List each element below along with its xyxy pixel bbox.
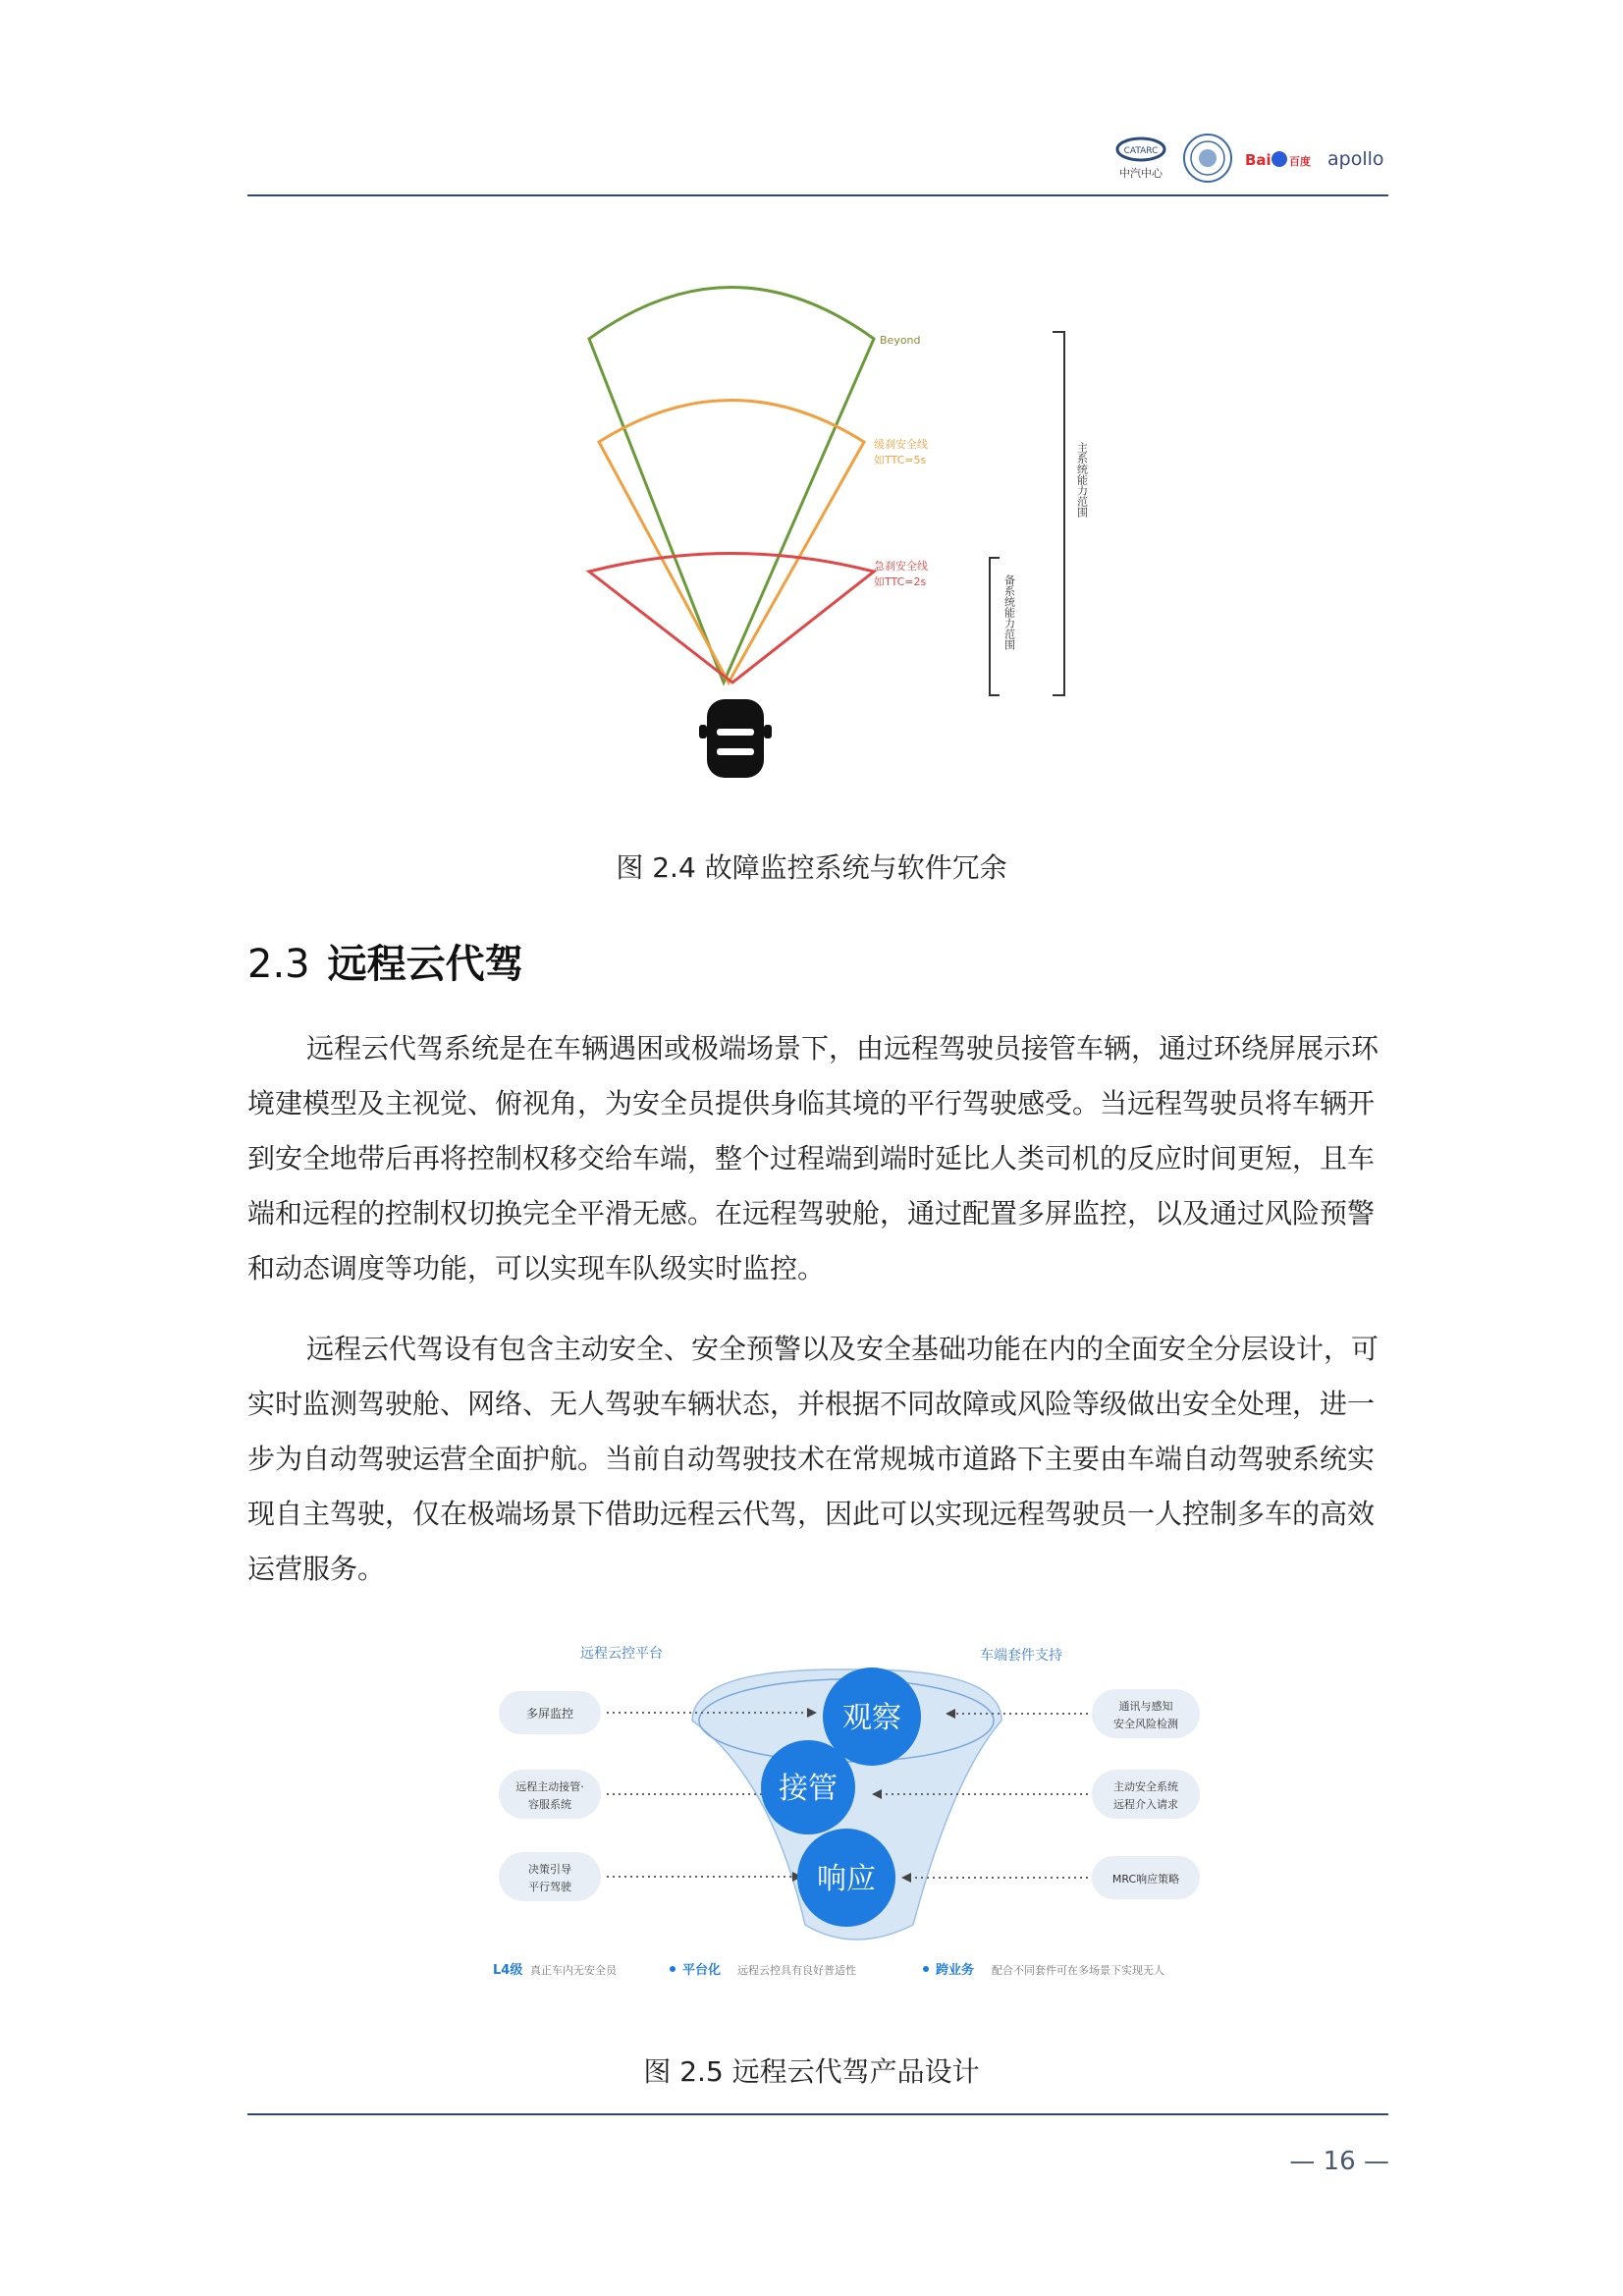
left-pill-1 <box>499 1691 601 1734</box>
right-pill-1 <box>1092 1689 1200 1738</box>
figure-2-5 <box>491 1630 1257 1994</box>
bottom-item-1-desc: 真正车内无安全员 <box>530 1964 617 1977</box>
right-pill-1-line2: 安全风险检测 <box>1113 1718 1178 1730</box>
figure-2-4-caption: 图 2.4 故障监控系统与软件冗余 <box>616 851 1007 884</box>
paragraph-2: 远程云代驾设有包含主动安全、安全预警以及安全基础功能在内的全面安全分层设计，可实时监测驾驶舱、网络、无人驾驶车辆状态，并根据不同故障或风险等级做出安全处理，进一步为自动驾驶运营全面护航。当前自动驾驶技术在常规城市道路下主要由车端自动驾驶系统实现自主驾驶，仅在极端场景下借助远程云代驾，因此可以实现远程驾驶员一人控制多车的高效运营服务。 <box>247 1333 1380 1585</box>
header-logos <box>1100 126 1394 194</box>
backup-range-bracket <box>990 558 1000 695</box>
right-pill-1-line1: 通讯与感知 <box>1118 1700 1173 1713</box>
right-pill-2 <box>1092 1770 1200 1819</box>
section-title: 远程云代驾 <box>327 942 524 987</box>
figure-2-4 <box>550 246 1100 805</box>
baidu-du-text: 百度 <box>1289 155 1311 168</box>
car-icon <box>699 699 772 778</box>
page-number: — 16 — <box>1289 2147 1389 2176</box>
bottom-item-1-label: L4级 <box>493 1963 523 1978</box>
right-pill-3 <box>1092 1856 1200 1899</box>
backup-range-label: 备系统能力范围 <box>1002 574 1016 650</box>
left-header: 远程云控平台 <box>580 1646 663 1662</box>
figure-2-5-caption: 图 2.5 远程云代驾产品设计 <box>643 2055 980 2088</box>
bottom-item-2-label: 平台化 <box>682 1963 722 1978</box>
bottom-item-1 <box>491 1962 618 1978</box>
left-pill-3-line2: 平行驾驶 <box>528 1881 571 1893</box>
bottom-item-2-desc: 远程云控具有良好普适性 <box>737 1964 856 1977</box>
slow-brake-range-arc <box>599 401 864 683</box>
right-header: 车端套件支持 <box>980 1648 1062 1664</box>
emergency-line-label-2: 如TTC=2s <box>874 575 927 588</box>
university-seal-logo <box>1184 135 1231 182</box>
left-pill-2-line2: 容服系统 <box>528 1798 571 1811</box>
remote-driving-diagram <box>491 1630 1257 1994</box>
sensor-range-diagram <box>550 246 1100 805</box>
bottom-item-3 <box>923 1962 1164 1978</box>
beyond-range-arc <box>589 288 874 683</box>
header-logo-svg <box>1100 126 1394 194</box>
respond-label: 响应 <box>817 1862 876 1896</box>
left-pill-2 <box>499 1770 601 1819</box>
right-pill-2-line1: 主动安全系统 <box>1113 1780 1178 1793</box>
left-pill-2-line1: 远程主动接管· <box>515 1780 584 1793</box>
bottom-item-3-desc: 配合不同套件可在多场景下实现无人 <box>992 1964 1164 1977</box>
left-pill-1-line1: 多屏监控 <box>525 1707 574 1721</box>
right-pill-2-line2: 远程介入请求 <box>1113 1798 1178 1811</box>
section-number: 2.3 <box>247 942 310 987</box>
emergency-line-label-1: 急刹安全线 <box>874 560 928 573</box>
catarc-emblem-text: CATARC <box>1123 146 1159 156</box>
respond-circle <box>797 1829 895 1927</box>
main-range-label: 主系统能力范围 <box>1075 442 1089 518</box>
main-range-bracket <box>1053 332 1064 695</box>
bottom-item-3-label: 跨业务 <box>936 1963 975 1978</box>
takeover-label: 接管 <box>779 1772 838 1806</box>
right-pill-3-line1: MRC响应策略 <box>1111 1873 1180 1886</box>
takeover-circle <box>761 1740 855 1834</box>
catarc-text: 中汽中心 <box>1119 167 1163 180</box>
left-pill-3 <box>499 1852 601 1901</box>
footer-divider <box>247 2113 1388 2115</box>
catarc-logo <box>1117 138 1164 180</box>
slow-line-label-2: 如TTC=5s <box>874 454 927 466</box>
beyond-label: Beyond <box>880 334 921 347</box>
paragraph-1: 远程云代驾系统是在车辆遇困或极端场景下，由远程驾驶员接管车辆，通过环绕屏展示环境建模型及主视觉、俯视角，为安全员提供身临其境的平行驾驶感受。当远程驾驶员将车辆开到安全地带后再将控制权移交给车端，整个过程端到端时延比人类司机的反应时间更短，且车端和远程的控制权切换完全平滑无感。在远程驾驶舱，通过配置多屏监控，以及通过风险预警和动态调度等功能，可以实现车队级实时监控。 <box>247 1032 1380 1285</box>
header-divider <box>247 194 1388 196</box>
baidu-logo <box>1245 151 1311 169</box>
bottom-item-2 <box>670 1962 856 1978</box>
slow-line-label-1: 缓刹安全线 <box>874 438 928 451</box>
observe-label: 观察 <box>842 1701 901 1735</box>
baidu-bai-text: Bai <box>1245 151 1271 169</box>
left-pill-3-line1: 决策引导 <box>528 1863 571 1876</box>
apollo-logo: apollo <box>1327 148 1384 170</box>
section-heading <box>247 933 524 989</box>
